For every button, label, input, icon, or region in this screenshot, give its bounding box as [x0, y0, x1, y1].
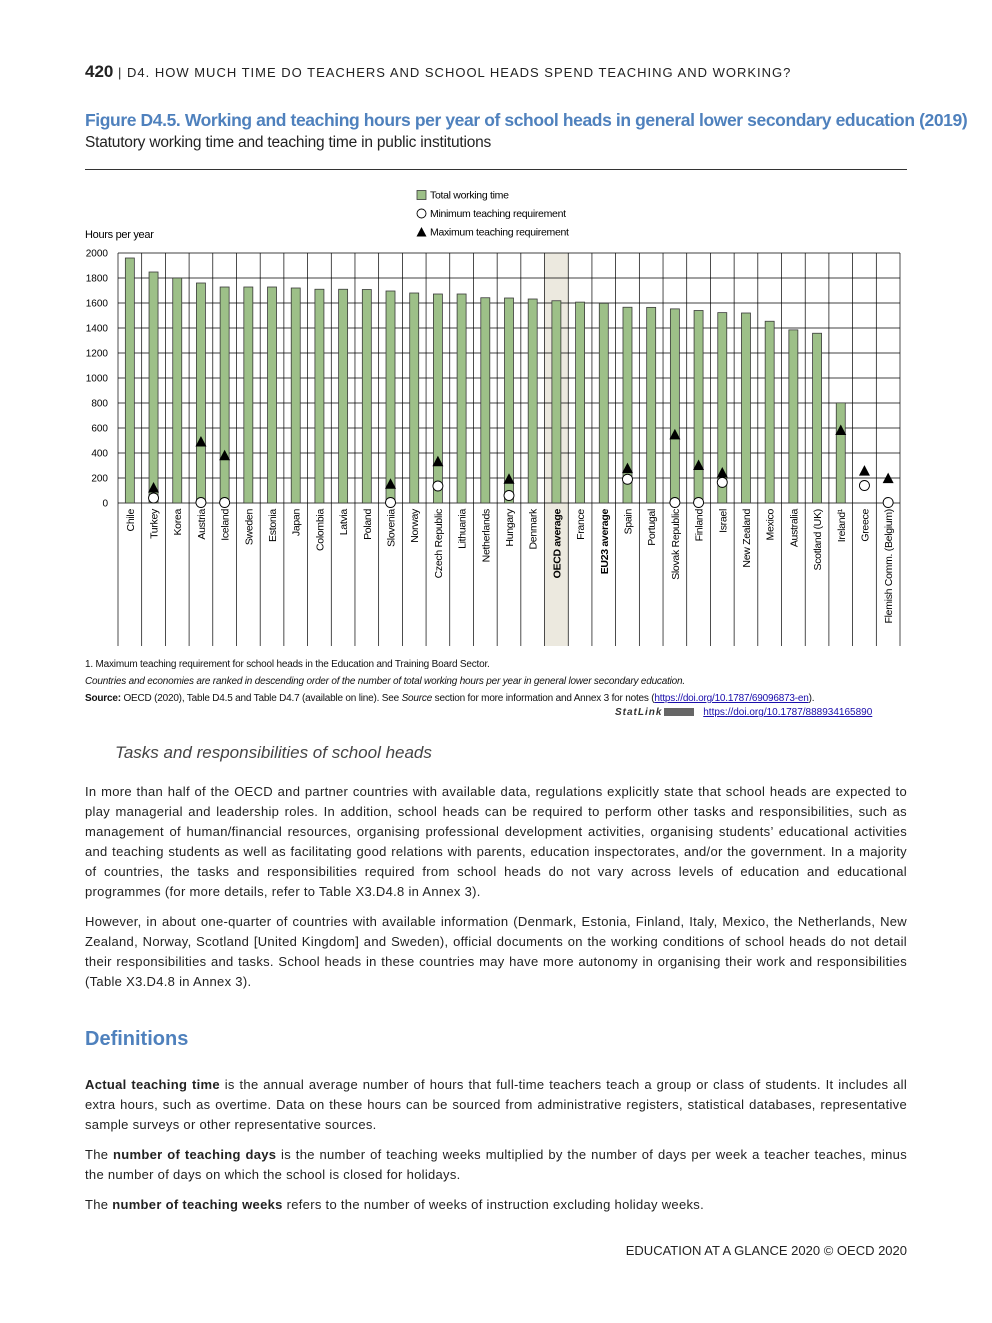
- bar-total-working-time: [765, 321, 774, 503]
- x-tick-label: Australia: [788, 509, 801, 548]
- section-paragraph-2: However, in about one-quarter of countries with available information (Denmark, Estonia, Finland, Italy, Mexico, the Netherlands, New Zealand, Norway, Scotland [United Kingdom] and Sweden), official documents on the working conditions of school heads do not detail their responsibilities and tasks. School heads in these countries may have more autonomy in organising their work and responsibilities (Table X3.D4.8 in Annex 3).: [85, 914, 907, 989]
- y-tick-label: 400: [91, 448, 108, 460]
- x-tick-label: New Zealand: [740, 509, 753, 568]
- x-tick-label: Netherlands: [480, 509, 493, 563]
- marker-minimum-teaching: [433, 481, 443, 491]
- x-tick-label: Slovak Republic: [669, 509, 682, 580]
- y-tick-label: 1200: [85, 348, 108, 360]
- bar-total-working-time: [623, 307, 632, 503]
- bar-total-working-time: [647, 307, 656, 503]
- y-tick-label: 1000: [85, 373, 108, 385]
- bar-total-working-time: [694, 311, 703, 504]
- definition-term: number of teaching weeks: [112, 1197, 283, 1212]
- definition-term: Actual teaching time: [85, 1077, 220, 1092]
- source-label: Source:: [85, 693, 121, 704]
- page-footer: EDUCATION AT A GLANCE 2020 © OECD 2020: [625, 1243, 907, 1258]
- x-tick-label: Slovenia: [385, 509, 398, 547]
- bar-total-working-time: [836, 403, 845, 503]
- marker-maximum-teaching: [859, 465, 870, 476]
- source-italic: Source: [401, 693, 433, 704]
- source-text: OECD (2020), Table D4.5 and Table D4.7 (available on line). See: [123, 693, 399, 704]
- legend-label: Minimum teaching requirement: [430, 208, 566, 220]
- statlink-url[interactable]: https://doi.org/10.1787/888934165890: [703, 707, 873, 718]
- bar-total-working-time: [244, 287, 253, 503]
- definition-text: is the number of teaching weeks multiplied by the number of days per week a teacher teaches, minus the number of days on which the school is closed for holidays.: [85, 1147, 908, 1182]
- marker-minimum-teaching: [670, 498, 680, 508]
- bar-total-working-time: [291, 288, 300, 503]
- definition-teaching-days: [85, 1145, 907, 1185]
- x-tick-label: Lithuania: [456, 509, 469, 549]
- bar-total-working-time: [220, 287, 229, 503]
- x-tick-label: Norway: [409, 509, 422, 543]
- x-tick-label: Flemish Comm. (Belgium): [883, 509, 896, 624]
- chart-legend: [417, 190, 570, 239]
- x-tick-label: OECD average: [551, 509, 564, 579]
- x-tick-label: EU23 average: [598, 509, 611, 575]
- definition-actual-teaching-time: [85, 1075, 907, 1135]
- y-axis-label: Hours per year: [85, 229, 154, 241]
- bar-total-working-time: [315, 289, 324, 503]
- marker-minimum-teaching: [622, 474, 632, 484]
- source-link[interactable]: https://doi.org/10.1787/69096873-en: [654, 693, 809, 704]
- bar-total-working-time: [362, 290, 371, 504]
- x-tick-label: Israel: [717, 509, 730, 533]
- x-tick-label: Colombia: [314, 509, 327, 551]
- definition-prefix: The: [85, 1197, 113, 1212]
- figure-ranking-note: Countries and economies are ranked in descending order of the number of total working hours per year in general lower secondary education.: [85, 676, 685, 687]
- x-tick-label: Japan: [290, 509, 303, 537]
- bar-total-working-time: [173, 278, 182, 503]
- bar-total-working-time: [599, 303, 608, 503]
- marker-minimum-teaching: [386, 498, 396, 508]
- x-tick-label: Denmark: [527, 509, 540, 550]
- y-tick-label: 800: [91, 398, 108, 410]
- chart: [0, 0, 992, 660]
- bar-total-working-time: [813, 333, 822, 503]
- figure-footnote: 1. Maximum teaching requirement for school heads in the Education and Training Board Sector.: [85, 659, 490, 670]
- y-tick-label: 0: [102, 498, 108, 510]
- y-tick-label: 1600: [85, 298, 108, 310]
- section-paragraph-1: In more than half of the OECD and partner countries with available data, regulations explicitly state that school heads are expected to play managerial and leadership roles. In addition, school heads can be required to perform other tasks and responsibilities, such as management of human/financial resources, organising professional development activities, organising students’ educational activities and teaching students as well as facilitating good relations with parents, education inspectorates, and/or the government. In a majority of countries, the tasks and responsibilities required from school heads do not vary across levels of education and educational programmes (for more details, refer to Table X3.D4.8 in Annex 3).: [85, 784, 907, 899]
- x-tick-label: Spain: [622, 509, 635, 535]
- bar-total-working-time: [268, 287, 277, 503]
- bar-total-working-time: [741, 313, 750, 503]
- marker-minimum-teaching: [149, 493, 159, 503]
- bar-total-working-time: [576, 302, 585, 503]
- section-title: Tasks and responsibilities of school heads: [115, 743, 432, 762]
- x-tick-label: Finland: [693, 509, 706, 542]
- source-end: ).: [808, 693, 815, 704]
- marker-minimum-teaching: [717, 477, 727, 487]
- x-tick-label: Iceland: [219, 509, 232, 541]
- y-tick-label: 1400: [85, 323, 108, 335]
- x-tick-label: France: [575, 509, 588, 540]
- bar-total-working-time: [789, 330, 798, 503]
- figure-title: Figure D4.5. Working and teaching hours per year of school heads in general lower secondary education (2019): [85, 110, 968, 130]
- running-head-separator: |: [118, 65, 127, 80]
- bar-total-working-time: [125, 258, 134, 503]
- statlink-row: [615, 707, 872, 718]
- bar-total-working-time: [552, 301, 561, 503]
- legend-label: Maximum teaching requirement: [430, 226, 569, 239]
- legend-swatch-bar: [417, 191, 426, 200]
- bar-total-working-time: [505, 298, 514, 503]
- x-tick-label: Mexico: [764, 509, 777, 541]
- bar-total-working-time: [149, 272, 158, 503]
- legend-label: Total working time: [430, 189, 509, 202]
- y-tick-label: 2000: [85, 248, 108, 260]
- bar-total-working-time: [410, 293, 419, 503]
- bar-total-working-time: [481, 298, 490, 503]
- marker-minimum-teaching: [859, 481, 869, 491]
- bar-total-working-time: [196, 283, 205, 503]
- statlink-icon: [664, 708, 694, 716]
- x-tick-label: Sweden: [243, 509, 256, 546]
- marker-minimum-teaching: [220, 498, 230, 508]
- running-title: D4. HOW MUCH TIME DO TEACHERS AND SCHOOL HEADS SPEND TEACHING AND WORKING?: [127, 65, 792, 80]
- x-tick-label: Czech Republic: [432, 509, 445, 579]
- source-text-2: section for more information and Annex 3 for notes (: [434, 693, 655, 704]
- definition-teaching-weeks: [85, 1195, 907, 1215]
- definitions-title: Definitions: [85, 1028, 189, 1050]
- x-tick-label: Poland: [361, 509, 374, 540]
- definition-prefix: The: [85, 1147, 114, 1162]
- marker-minimum-teaching: [196, 498, 206, 508]
- marker-minimum-teaching: [694, 498, 704, 508]
- x-tick-label: Korea: [172, 509, 185, 536]
- figure-source-note: [85, 693, 814, 704]
- statlink-logo: StatLink: [615, 707, 663, 718]
- definition-term: number of teaching days: [113, 1147, 277, 1162]
- bar-total-working-time: [528, 299, 537, 503]
- y-tick-label: 200: [91, 473, 108, 485]
- x-tick-label: Ireland¹: [835, 509, 848, 543]
- x-tick-label: Turkey: [148, 509, 161, 539]
- x-tick-label: Estonia: [267, 509, 280, 542]
- x-tick-label: Greece: [859, 509, 872, 542]
- marker-minimum-teaching: [504, 491, 514, 501]
- bar-total-working-time: [339, 289, 348, 503]
- bar-total-working-time: [457, 294, 466, 503]
- x-tick-label: Austria: [195, 509, 208, 540]
- page-number: 420: [85, 62, 114, 81]
- y-tick-label: 600: [91, 423, 108, 435]
- marker-minimum-teaching: [883, 498, 893, 508]
- legend-swatch-circle: [417, 209, 426, 218]
- definition-text: refers to the number of weeks of instruction excluding holiday weeks.: [282, 1197, 705, 1212]
- bar-total-working-time: [670, 309, 679, 503]
- definition-text: is the annual average number of hours that full-time teachers teach a group or class of students. It includes all extra hours, such as overtime. Data on these hours can be sourced from administrative registers, statistical databases, representative sample surveys or other representative sources.: [85, 1077, 908, 1132]
- figure-subtitle: Statutory working time and teaching time in public institutions: [85, 134, 492, 151]
- x-tick-label: Portugal: [646, 509, 659, 546]
- x-tick-label: Chile: [124, 509, 137, 532]
- x-tick-label: Hungary: [504, 509, 516, 547]
- x-tick-label: Scotland (UK): [812, 509, 825, 571]
- bar-total-working-time: [433, 294, 442, 503]
- legend-swatch-triangle: [417, 227, 427, 237]
- bar-total-working-time: [386, 291, 395, 503]
- chart-bars: [125, 258, 845, 503]
- x-tick-label: Latvia: [338, 509, 351, 536]
- y-tick-label: 1800: [85, 273, 108, 285]
